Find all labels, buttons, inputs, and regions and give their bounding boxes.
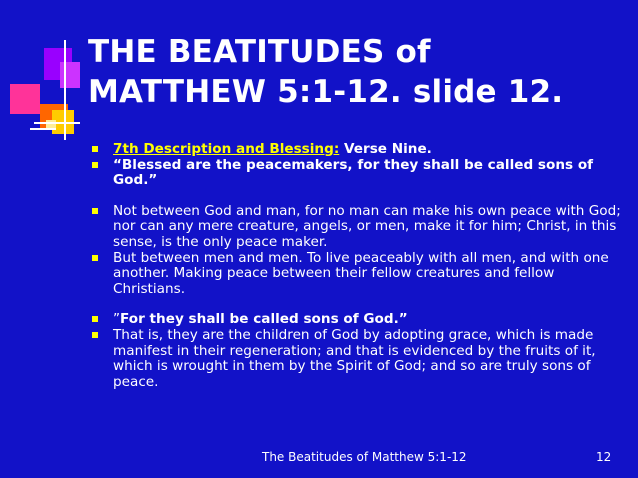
between-men-text: But between men and men. To live peaceably with all men, and with one another. Making peace between their fellow creatures and fellow Christians. [113, 249, 609, 297]
not-between-god-text: Not between God and man, for no man can make his own peace with God; nor can any mere creature, angels, or men, make it for him; Christ, in this sense, is the only peace maker. [113, 202, 621, 250]
decor-vertical-line [64, 40, 66, 140]
footer-title: The Beatitudes of Matthew 5:1-12 [262, 450, 467, 464]
sons-quote-mark: ” [113, 311, 121, 328]
title-line-2: MATTHEW 5:1-12. slide 12. [88, 74, 564, 110]
bullet-sons-of-god [92, 312, 622, 328]
bullet-square-icon [92, 208, 98, 214]
bullet-blessed-quote [92, 158, 622, 189]
bullet-square-icon [92, 162, 98, 168]
slide-title [88, 32, 628, 112]
blessed-quote-text: “Blessed are the peacemakers, for they shall be called sons of God.” [113, 156, 594, 189]
description-text: Verse Nine. [339, 141, 432, 157]
description-label: 7th Description and Blessing: [113, 141, 340, 157]
decor-purple-square-2 [60, 62, 80, 88]
slide-body [92, 142, 622, 390]
bullet-square-icon [92, 332, 98, 338]
decor-horizontal-line [34, 122, 80, 124]
bullet-between-men [92, 251, 622, 298]
bullet-description [92, 142, 622, 158]
decor-small-line [30, 128, 56, 130]
title-line-1: THE BEATITUDES of [88, 34, 431, 70]
bullet-square-icon [92, 146, 98, 152]
bullet-square-icon [92, 255, 98, 261]
children-of-god-text: That is, they are the children of God by adopting grace, which is made manifest in their regeneration; and that is evidenced by the fruits of it, which is wrought in them by the Spirit of God; and so are truly sons of peace. [113, 326, 596, 390]
bullet-square-icon [92, 316, 98, 322]
bullet-not-between-god [92, 204, 622, 251]
footer-page-number: 12 [596, 450, 612, 464]
decor-pink-square [10, 84, 40, 114]
sons-of-god-text: For they shall be called sons of God.” [120, 311, 408, 328]
bullet-children-of-god [92, 328, 622, 390]
